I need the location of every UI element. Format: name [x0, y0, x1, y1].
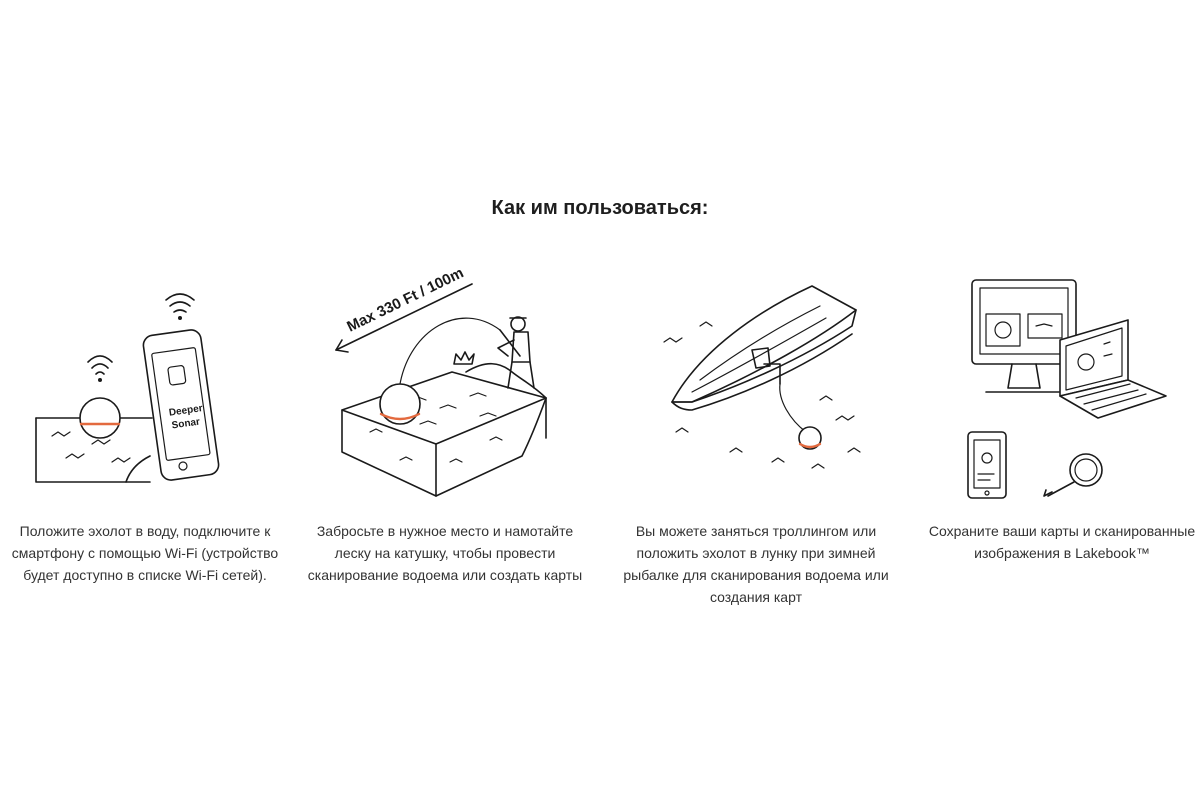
phone-label-line1: Deeper [168, 403, 204, 419]
tablet-icon [968, 432, 1006, 498]
step-1-caption: Положите эхолот в воду, подключите к смартфону с помощью Wi-Fi (устройство будет доступно в списке Wi-Fi сетей). [11, 523, 279, 583]
crown-icon [454, 352, 474, 364]
wifi-icon [88, 356, 112, 382]
distance-label: Max 330 Ft / 100m [344, 264, 467, 336]
step-1-illustration [36, 294, 220, 482]
sonar-ball-icon [799, 427, 821, 449]
step-3-illustration [664, 286, 860, 468]
magnifier-icon [1044, 454, 1102, 496]
step-3-caption: Вы можете заняться троллингом или положить эхолот в лунку при зимней рыбалке для сканирования водоема или создания карт [623, 523, 889, 605]
sonar-ball-icon [80, 398, 120, 438]
page-title: Как им пользоваться: [491, 197, 709, 219]
wifi-icon [166, 294, 194, 320]
phone-label-line2: Sonar [171, 416, 201, 432]
laptop-icon [1060, 320, 1166, 418]
sonar-ball-icon [380, 384, 420, 424]
fisherman-icon [498, 317, 534, 388]
smartphone-icon [142, 329, 220, 482]
wave-icon [664, 322, 860, 468]
step-4-caption: Сохраните ваши карты и сканированные изображения в Lakebook™ [928, 523, 1196, 561]
step-2-caption: Забросьте в нужное место и намотайте леску на катушку, чтобы провести сканирование водоема или создать карты [307, 523, 583, 583]
step-2-illustration [336, 264, 546, 496]
step-4-illustration [968, 280, 1166, 498]
